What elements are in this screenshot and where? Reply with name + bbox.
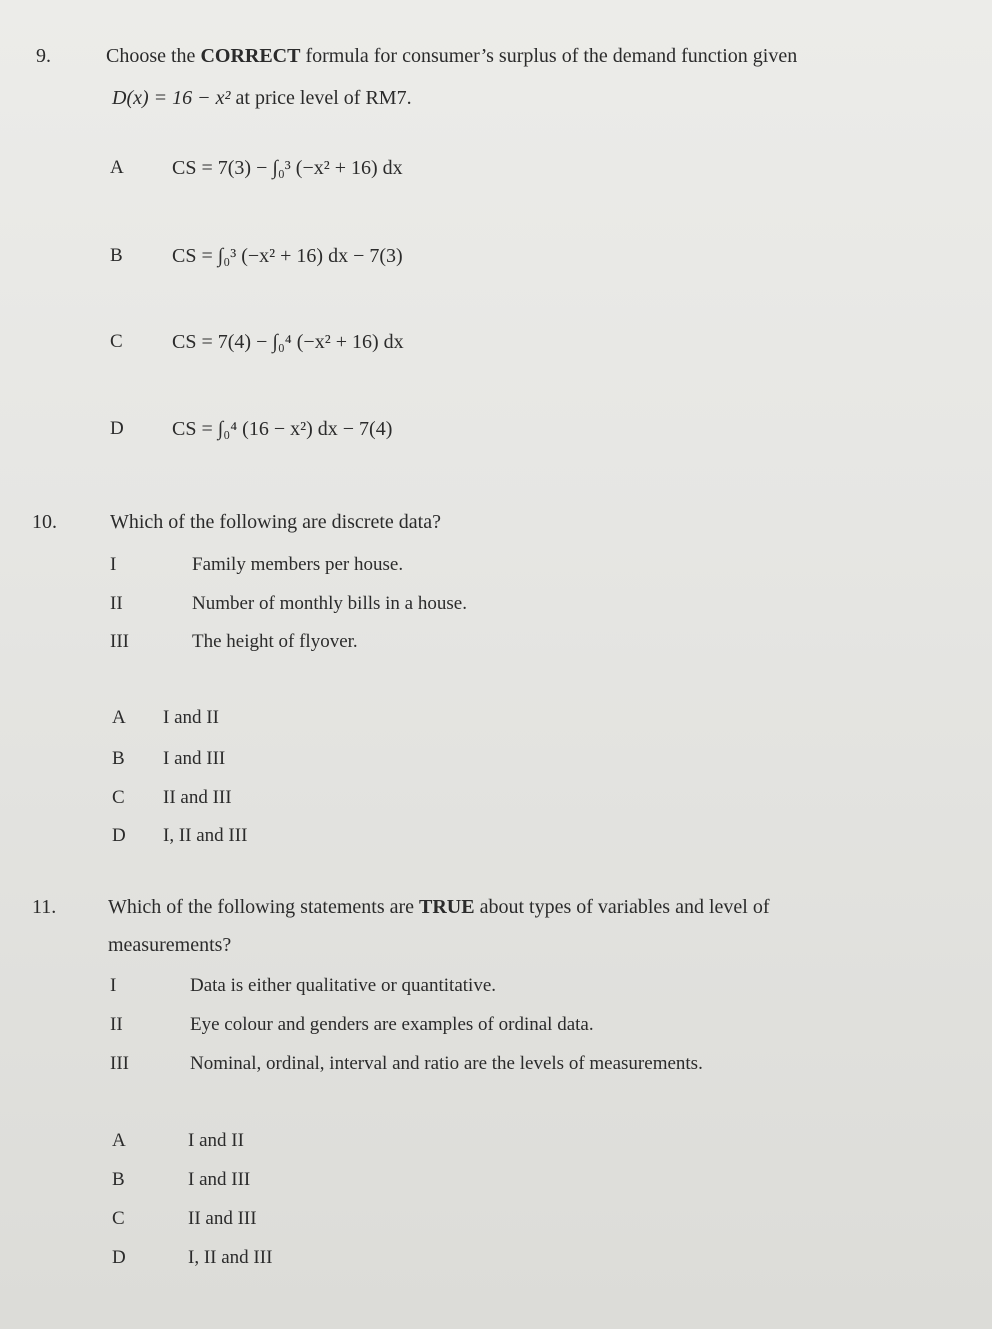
q9-option-d-letter: D [110,418,124,439]
q9-line1-bold: CORRECT [200,45,301,67]
q11-question-line1 [108,896,770,919]
q9-option-b-letter: B [110,245,123,266]
q11-statement-2-roman: II [110,1014,123,1035]
q11-option-a-text: I and II [188,1130,244,1151]
q10-option-a-letter: A [112,707,126,728]
q9-option-a-formula: CS = 7(3) − ∫₀³ (−x² + 16) dx [172,157,403,179]
q10-question: Which of the following are discrete data? [110,511,441,533]
q9-line1-prefix: Choose the [106,45,201,67]
q9-line1-suffix: formula for consumer’s surplus of the demand function given [300,45,798,67]
q9-option-c-letter: C [110,331,123,352]
q10-statement-3-roman: III [110,631,129,652]
q9-option-d-formula: CS = ∫₀⁴ (16 − x²) dx − 7(4) [172,418,393,440]
q11-statement-3-text: Nominal, ordinal, interval and ratio are the levels of measurements. [190,1053,703,1074]
q11-line1-prefix: Which of the following statements are [108,896,420,918]
q10-statement-2-roman: II [110,593,123,614]
q11-statement-1-roman: I [110,975,117,996]
q11-option-b-text: I and III [188,1169,251,1190]
q11-statement-2-text: Eye colour and genders are examples of ordinal data. [190,1014,594,1035]
q9-number: 9. [36,45,51,67]
q11-number: 11. [32,896,57,918]
q11-line1-bold: TRUE [419,896,475,918]
q11-statement-1-text: Data is either qualitative or quantitative. [190,975,497,996]
q10-option-d-text: I, II and III [163,825,248,846]
q9-question-line2 [112,87,412,110]
q11-option-c-letter: C [112,1208,125,1229]
q10-option-b-text: I and III [163,748,226,769]
q9-option-a-letter: A [110,157,124,178]
q10-statement-2-text: Number of monthly bills in a house. [192,593,467,614]
q9-option-c-formula: CS = 7(4) − ∫₀⁴ (−x² + 16) dx [172,331,404,353]
q11-option-a-letter: A [112,1130,126,1151]
q10-option-c-letter: C [112,787,125,808]
q11-option-c-text: II and III [188,1208,257,1229]
q10-statement-1-text: Family members per house. [192,554,404,575]
q9-option-b-formula: CS = ∫₀³ (−x² + 16) dx − 7(3) [172,245,403,267]
q10-number: 10. [32,511,57,533]
q10-option-c-text: II and III [163,787,232,808]
q10-statement-1-roman: I [110,554,117,575]
q11-option-d-text: I, II and III [188,1247,273,1268]
q10-option-b-letter: B [112,748,125,769]
q10-option-d-letter: D [112,825,126,846]
q11-line1-suffix: about types of variables and level of [474,896,770,918]
q9-demand-function: D(x) = 16 − x² [112,87,231,109]
q10-option-a-text: I and II [163,707,219,728]
q11-question-line2: measurements? [108,934,232,956]
q10-statement-3-text: The height of flyover. [192,631,358,652]
q9-line2-suffix: at price level of RM7. [235,87,412,109]
q9-question-line1 [106,45,797,68]
q11-statement-3-roman: III [110,1053,129,1074]
q11-option-b-letter: B [112,1169,125,1190]
q11-option-d-letter: D [112,1247,126,1268]
